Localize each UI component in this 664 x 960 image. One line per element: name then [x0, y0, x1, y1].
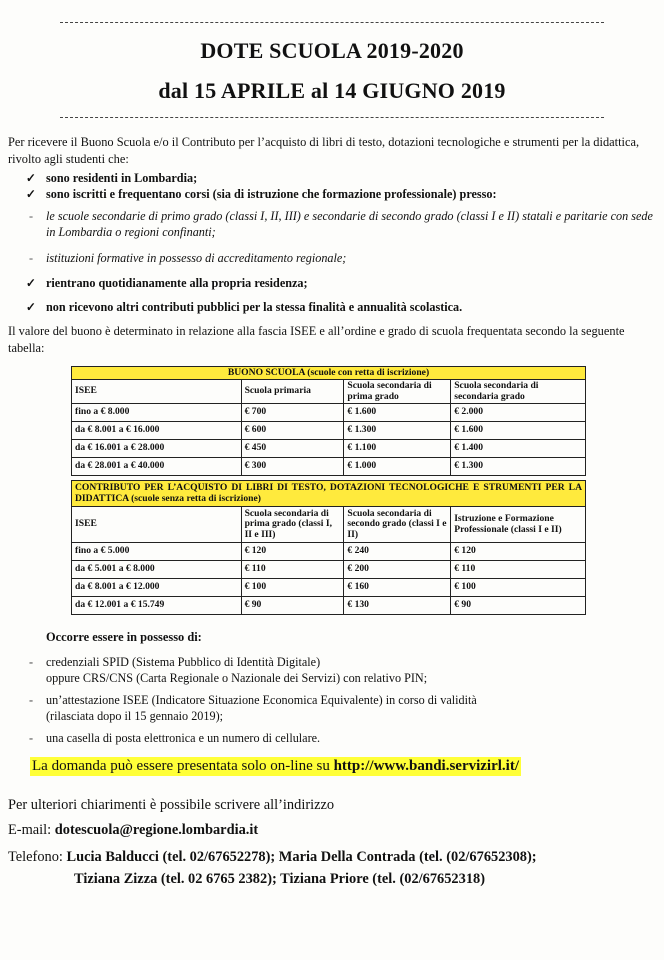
list-item: - una casella di posta elettronica e un numero di cellulare. — [8, 730, 653, 746]
contact-intro: Per ulteriori chiarimenti è possibile scrivere all’indirizzo — [8, 797, 335, 813]
table-row: fino a € 5.000 € 120 € 240 € 120 — [72, 543, 586, 561]
page-title: DOTE SCUOLA 2019-2020 — [200, 38, 464, 63]
table-header: Scuola secondaria di prima grado (classi I, II e III) — [241, 507, 344, 543]
table-header: Scuola secondaria di secondo grado (classi I e II) — [344, 507, 451, 543]
dash-bullet-icon: - — [28, 693, 34, 707]
dash-bullet-icon: - — [28, 731, 34, 745]
intro-paragraph: Per ricevere il Buono Scuola e/o il Contributo per l’acquisto di libri di testo, dotazioni tecnologiche e strumenti per la didattica, rivolto agli studenti che: — [8, 135, 640, 166]
table-header: Istruzione e Formazione Professionale (classi I e II) — [451, 507, 586, 543]
dash-bullet-icon: - — [28, 655, 34, 669]
possession-heading: Occorre essere in possesso di: — [46, 630, 202, 644]
table-row: da € 16.001 a € 28.000 € 450 € 1.100 € 1.400 — [72, 440, 586, 458]
checkmark-icon: ✓ — [25, 187, 37, 201]
possession-list — [8, 654, 653, 752]
table-heading: BUONO SCUOLA (scuole con retta di iscrizione) — [72, 367, 586, 380]
contributo-table — [71, 480, 586, 615]
dash-bullet-icon: - — [28, 251, 34, 265]
list-item: ✓ sono residenti in Lombardia; — [25, 171, 198, 185]
checkmark-icon: ✓ — [25, 171, 37, 185]
contact-phone: Telefono: Lucia Balducci (tel. 02/67652278); Maria Della Contrada (tel. (02/67652308); Tiziana Zizza (tel. 02 6765 2382); Tiziana Priore (tel. (02/67652318) — [8, 849, 537, 887]
table-row: da € 12.001 a € 15.749 € 90 € 130 € 90 — [72, 597, 586, 615]
table-row: da € 5.001 a € 8.000 € 110 € 200 € 110 — [72, 561, 586, 579]
bandi-url-link[interactable]: http://www.bandi.servizirl.it/ — [333, 758, 519, 774]
checkmark-icon: ✓ — [25, 276, 37, 290]
dash-bullet-icon: - — [28, 209, 34, 223]
page-subtitle-dates: dal 15 APRILE al 14 GIUGNO 2019 — [158, 78, 506, 103]
list-item: - credenziali SPID (Sistema Pubblico di Identità Digitale) oppure CRS/CNS (Carta Regionale o Nazionale dei Servizi) con relativo PIN; — [8, 654, 653, 686]
list-item: ✓ non ricevono altri contributi pubblici per la stessa finalità e annualità scolastica. — [25, 300, 463, 314]
table-header: Scuola primaria — [241, 380, 344, 404]
table-row: fino a € 8.000 € 700 € 1.600 € 2.000 — [72, 404, 586, 422]
list-item: - un’attestazione ISEE (Indicatore Situazione Economica Equivalente) in corso di validità (rilasciata dopo il 15 gennaio 2019); — [8, 692, 653, 724]
eligibility-list — [8, 170, 653, 315]
online-application-notice: La domanda può essere presentata solo on-line su http://www.bandi.servizirl.it/ — [32, 758, 519, 774]
contact-email: E-mail: dotescuola@regione.lombardia.it — [8, 822, 259, 838]
table-header: Scuola secondaria di prima grado — [344, 380, 451, 404]
checkmark-icon: ✓ — [25, 300, 37, 314]
list-item: - le scuole secondarie di primo grado (classi I, II, III) e secondarie di secondo grado (classi I e II) statali e paritarie con sede in Lombardia o regioni confinanti; — [8, 208, 653, 240]
email-link[interactable]: dotescuola@regione.lombardia.it — [54, 822, 259, 838]
table-row: da € 28.001 a € 40.000 € 300 € 1.000 € 1.300 — [72, 458, 586, 476]
top-dashed-divider — [60, 22, 604, 23]
value-explanation: Il valore del buono è determinato in relazione alla fascia ISEE e all’ordine e grado di scuola frequentata secondo la seguente tabella: — [8, 324, 625, 355]
table-header: ISEE — [72, 507, 242, 543]
table-row: da € 8.001 a € 12.000 € 100 € 160 € 100 — [72, 579, 586, 597]
table-header: ISEE — [72, 380, 242, 404]
table-heading: CONTRIBUTO PER L’ACQUISTO DI LIBRI DI TESTO, DOTAZIONI TECNOLOGICHE E STRUMENTI PER LA DIDATTICA (scuole senza retta di iscrizione) — [72, 481, 586, 507]
list-item: ✓ rientrano quotidianamente alla propria residenza; — [25, 276, 308, 290]
list-item: - istituzioni formative in possesso di accreditamento regionale; — [8, 250, 653, 266]
bottom-dashed-divider — [60, 117, 604, 118]
list-item: ✓ sono iscritti e frequentano corsi (sia di istruzione che formazione professionale) presso: — [25, 187, 497, 201]
table-row: da € 8.001 a € 16.000 € 600 € 1.300 € 1.600 — [72, 422, 586, 440]
table-header: Scuola secondaria di secondaria grado — [451, 380, 586, 404]
buono-scuola-table — [71, 366, 586, 476]
